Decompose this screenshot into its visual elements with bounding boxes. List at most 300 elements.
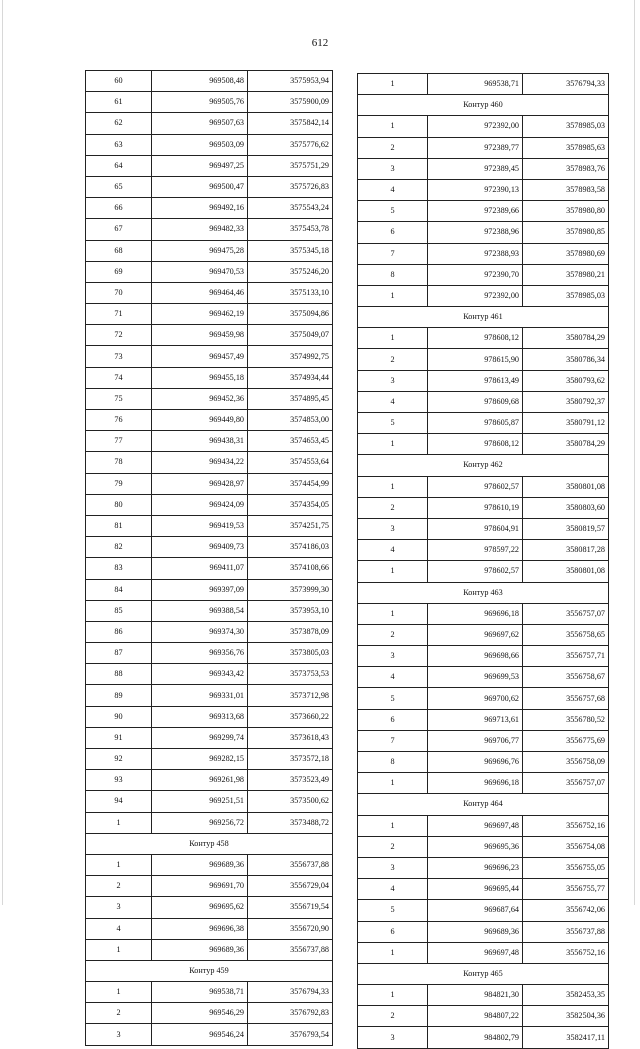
y-coordinate-cell: 3580791,12: [523, 413, 609, 434]
x-coordinate-cell: 969689,36: [152, 939, 248, 960]
x-coordinate-cell: 969457,49: [152, 346, 248, 367]
y-coordinate-cell: 3556757,71: [523, 646, 609, 667]
table-row: [86, 854, 333, 875]
y-coordinate-cell: 3580803,60: [523, 497, 609, 518]
coordinates-table-right: [357, 73, 609, 1049]
contour-title: Контур 462: [358, 455, 609, 476]
table-row: [358, 137, 609, 158]
point-number-cell: 76: [86, 410, 152, 431]
y-coordinate-cell: 3578980,69: [523, 243, 609, 264]
table-row: [86, 325, 333, 346]
point-number-cell: 73: [86, 346, 152, 367]
y-coordinate-cell: 3574895,45: [248, 388, 333, 409]
point-number-cell: 92: [86, 749, 152, 770]
x-coordinate-cell: 969700,62: [428, 688, 523, 709]
y-coordinate-cell: 3576794,33: [523, 74, 609, 95]
table-row: [86, 749, 333, 770]
point-number-cell: 60: [86, 71, 152, 92]
table-row: [86, 134, 333, 155]
y-coordinate-cell: 3580801,08: [523, 476, 609, 497]
table-row: [86, 537, 333, 558]
x-coordinate-cell: 972389,66: [428, 201, 523, 222]
y-coordinate-cell: 3578980,80: [523, 201, 609, 222]
y-coordinate-cell: 3582453,35: [523, 985, 609, 1006]
point-number-cell: 5: [358, 201, 428, 222]
y-coordinate-cell: 3582504,36: [523, 1006, 609, 1027]
y-coordinate-cell: 3573523,49: [248, 770, 333, 791]
point-number-cell: 1: [358, 561, 428, 582]
y-coordinate-cell: 3578983,58: [523, 179, 609, 200]
y-coordinate-cell: 3575049,07: [248, 325, 333, 346]
point-number-cell: 2: [358, 497, 428, 518]
y-coordinate-cell: 3575953,94: [248, 71, 333, 92]
y-coordinate-cell: 3573500,62: [248, 791, 333, 812]
contour-header-row: [86, 833, 333, 854]
x-coordinate-cell: 969696,38: [152, 918, 248, 939]
point-number-cell: 5: [358, 900, 428, 921]
point-number-cell: 94: [86, 791, 152, 812]
contour-title: Контур 461: [358, 307, 609, 328]
x-coordinate-cell: 969428,97: [152, 473, 248, 494]
y-coordinate-cell: 3556754,08: [523, 836, 609, 857]
contour-header-row: [358, 307, 609, 328]
table-row: [86, 240, 333, 261]
table-row: [358, 497, 609, 518]
point-number-cell: 4: [358, 391, 428, 412]
y-coordinate-cell: 3580792,37: [523, 391, 609, 412]
x-coordinate-cell: 972389,77: [428, 137, 523, 158]
x-coordinate-cell: 969261,98: [152, 770, 248, 791]
table-row: [86, 155, 333, 176]
table-row: [358, 74, 609, 95]
y-coordinate-cell: 3574108,66: [248, 558, 333, 579]
y-coordinate-cell: 3580817,28: [523, 540, 609, 561]
x-coordinate-cell: 984821,30: [428, 985, 523, 1006]
x-coordinate-cell: 969689,36: [428, 921, 523, 942]
contour-title: Контур 460: [358, 95, 609, 116]
y-coordinate-cell: 3574853,00: [248, 410, 333, 431]
y-coordinate-cell: 3556758,09: [523, 752, 609, 773]
table-row: [358, 413, 609, 434]
y-coordinate-cell: 3580784,29: [523, 434, 609, 455]
x-coordinate-cell: 969538,71: [152, 982, 248, 1003]
x-coordinate-cell: 978602,57: [428, 476, 523, 497]
y-coordinate-cell: 3575453,78: [248, 219, 333, 240]
table-row: [358, 688, 609, 709]
table-row: [86, 176, 333, 197]
x-coordinate-cell: 969546,24: [152, 1024, 248, 1045]
table-row: [86, 770, 333, 791]
contour-header-row: [358, 963, 609, 984]
point-number-cell: 1: [358, 985, 428, 1006]
scan-edge-left: [2, 0, 3, 905]
y-coordinate-cell: 3556737,88: [248, 939, 333, 960]
y-coordinate-cell: 3578985,03: [523, 116, 609, 137]
x-coordinate-cell: 972390,13: [428, 179, 523, 200]
page-number: 612: [311, 37, 329, 49]
point-number-cell: 1: [86, 812, 152, 833]
table-row: [86, 918, 333, 939]
x-coordinate-cell: 969374,30: [152, 621, 248, 642]
point-number-cell: 87: [86, 643, 152, 664]
y-coordinate-cell: 3578985,63: [523, 137, 609, 158]
y-coordinate-cell: 3574251,75: [248, 515, 333, 536]
y-coordinate-cell: 3580786,34: [523, 349, 609, 370]
x-coordinate-cell: 969691,70: [152, 876, 248, 897]
y-coordinate-cell: 3575094,86: [248, 304, 333, 325]
point-number-cell: 1: [358, 434, 428, 455]
x-coordinate-cell: 969508,48: [152, 71, 248, 92]
table-row: [358, 603, 609, 624]
point-number-cell: 83: [86, 558, 152, 579]
y-coordinate-cell: 3575543,24: [248, 198, 333, 219]
point-number-cell: 4: [358, 540, 428, 561]
y-coordinate-cell: 3573660,22: [248, 706, 333, 727]
y-coordinate-cell: 3574992,75: [248, 346, 333, 367]
x-coordinate-cell: 969475,28: [152, 240, 248, 261]
point-number-cell: 63: [86, 134, 152, 155]
point-number-cell: 7: [358, 243, 428, 264]
y-coordinate-cell: 3556775,69: [523, 730, 609, 751]
y-coordinate-cell: 3573878,09: [248, 621, 333, 642]
point-number-cell: 2: [358, 349, 428, 370]
x-coordinate-cell: 969689,36: [152, 854, 248, 875]
y-coordinate-cell: 3556755,77: [523, 879, 609, 900]
point-number-cell: 6: [358, 222, 428, 243]
x-coordinate-cell: 969696,18: [428, 773, 523, 794]
table-row: [358, 1006, 609, 1027]
y-coordinate-cell: 3556719,54: [248, 897, 333, 918]
x-coordinate-cell: 969282,15: [152, 749, 248, 770]
point-number-cell: 3: [86, 897, 152, 918]
x-coordinate-cell: 978597,22: [428, 540, 523, 561]
contour-title: Контур 458: [86, 833, 333, 854]
x-coordinate-cell: 978608,12: [428, 328, 523, 349]
point-number-cell: 3: [86, 1024, 152, 1045]
table-row: [86, 410, 333, 431]
x-coordinate-cell: 978609,68: [428, 391, 523, 412]
x-coordinate-cell: 969706,77: [428, 730, 523, 751]
x-coordinate-cell: 978604,91: [428, 518, 523, 539]
y-coordinate-cell: 3574934,44: [248, 367, 333, 388]
x-coordinate-cell: 969455,18: [152, 367, 248, 388]
table-row: [86, 558, 333, 579]
table-row: [86, 1003, 333, 1024]
table-row: [358, 370, 609, 391]
x-coordinate-cell: 969696,18: [428, 603, 523, 624]
y-coordinate-cell: 3573753,53: [248, 664, 333, 685]
table-row: [86, 494, 333, 515]
table-row: [358, 201, 609, 222]
table-row: [358, 285, 609, 306]
x-coordinate-cell: 969546,29: [152, 1003, 248, 1024]
y-coordinate-cell: 3556757,07: [523, 603, 609, 624]
x-coordinate-cell: 969419,53: [152, 515, 248, 536]
point-number-cell: 81: [86, 515, 152, 536]
x-coordinate-cell: 969434,22: [152, 452, 248, 473]
y-coordinate-cell: 3580801,08: [523, 561, 609, 582]
table-row: [86, 515, 333, 536]
point-number-cell: 8: [358, 752, 428, 773]
table-row: [86, 92, 333, 113]
table-row: [358, 179, 609, 200]
point-number-cell: 70: [86, 282, 152, 303]
x-coordinate-cell: 969696,76: [428, 752, 523, 773]
x-coordinate-cell: 969538,71: [428, 74, 523, 95]
table-row: [358, 942, 609, 963]
table-row: [358, 879, 609, 900]
table-row: [86, 388, 333, 409]
y-coordinate-cell: 3576794,33: [248, 982, 333, 1003]
x-coordinate-cell: 969698,66: [428, 646, 523, 667]
table-row: [86, 219, 333, 240]
point-number-cell: 4: [358, 179, 428, 200]
x-coordinate-cell: 969697,48: [428, 815, 523, 836]
table-row: [86, 791, 333, 812]
table-row: [86, 346, 333, 367]
point-number-cell: 1: [358, 773, 428, 794]
table-row: [86, 282, 333, 303]
x-coordinate-cell: 969411,07: [152, 558, 248, 579]
table-row: [86, 1024, 333, 1045]
table-row: [358, 985, 609, 1006]
table-row: [86, 812, 333, 833]
contour-title: Контур 463: [358, 582, 609, 603]
point-number-cell: 3: [358, 857, 428, 878]
point-number-cell: 3: [358, 646, 428, 667]
table-row: [358, 243, 609, 264]
x-coordinate-cell: 972390,70: [428, 264, 523, 285]
x-coordinate-cell: 969470,53: [152, 261, 248, 282]
point-number-cell: 90: [86, 706, 152, 727]
x-coordinate-cell: 969500,47: [152, 176, 248, 197]
point-number-cell: 2: [86, 1003, 152, 1024]
y-coordinate-cell: 3578980,85: [523, 222, 609, 243]
point-number-cell: 2: [358, 1006, 428, 1027]
point-number-cell: 1: [358, 942, 428, 963]
point-number-cell: 89: [86, 685, 152, 706]
point-number-cell: 1: [358, 815, 428, 836]
point-number-cell: 3: [358, 1027, 428, 1048]
point-number-cell: 77: [86, 431, 152, 452]
table-row: [358, 540, 609, 561]
x-coordinate-cell: 969331,01: [152, 685, 248, 706]
point-number-cell: 1: [358, 603, 428, 624]
point-number-cell: 2: [358, 624, 428, 645]
x-coordinate-cell: 972389,45: [428, 158, 523, 179]
x-coordinate-cell: 969713,61: [428, 709, 523, 730]
point-number-cell: 5: [358, 413, 428, 434]
table-row: [358, 328, 609, 349]
table-row: [86, 982, 333, 1003]
x-coordinate-cell: 969409,73: [152, 537, 248, 558]
y-coordinate-cell: 3573805,03: [248, 643, 333, 664]
x-coordinate-cell: 969356,76: [152, 643, 248, 664]
y-coordinate-cell: 3573618,43: [248, 727, 333, 748]
point-number-cell: 6: [358, 709, 428, 730]
y-coordinate-cell: 3556752,16: [523, 815, 609, 836]
x-coordinate-cell: 984807,22: [428, 1006, 523, 1027]
point-number-cell: 64: [86, 155, 152, 176]
table-row: [358, 667, 609, 688]
point-number-cell: 80: [86, 494, 152, 515]
y-coordinate-cell: 3556780,52: [523, 709, 609, 730]
x-coordinate-cell: 978615,90: [428, 349, 523, 370]
contour-title: Контур 464: [358, 794, 609, 815]
x-coordinate-cell: 969251,51: [152, 791, 248, 812]
table-row: [358, 1027, 609, 1048]
point-number-cell: 5: [358, 688, 428, 709]
point-number-cell: 1: [358, 328, 428, 349]
point-number-cell: 3: [358, 370, 428, 391]
x-coordinate-cell: 969695,62: [152, 897, 248, 918]
y-coordinate-cell: 3580819,57: [523, 518, 609, 539]
point-number-cell: 1: [358, 116, 428, 137]
coordinates-table-left: [85, 70, 333, 1046]
x-coordinate-cell: 969687,64: [428, 900, 523, 921]
point-number-cell: 1: [358, 476, 428, 497]
x-coordinate-cell: 978610,19: [428, 497, 523, 518]
table-row: [358, 476, 609, 497]
y-coordinate-cell: 3578980,21: [523, 264, 609, 285]
table-row: [358, 836, 609, 857]
y-coordinate-cell: 3573999,30: [248, 579, 333, 600]
x-coordinate-cell: 969452,36: [152, 388, 248, 409]
x-coordinate-cell: 969699,53: [428, 667, 523, 688]
x-coordinate-cell: 978608,12: [428, 434, 523, 455]
table-row: [86, 876, 333, 897]
y-coordinate-cell: 3573488,72: [248, 812, 333, 833]
table-row: [358, 730, 609, 751]
table-row: [358, 773, 609, 794]
y-coordinate-cell: 3573953,10: [248, 600, 333, 621]
y-coordinate-cell: 3556752,16: [523, 942, 609, 963]
y-coordinate-cell: 3575900,09: [248, 92, 333, 113]
point-number-cell: 61: [86, 92, 152, 113]
point-number-cell: 2: [86, 876, 152, 897]
contour-header-row: [358, 95, 609, 116]
point-number-cell: 79: [86, 473, 152, 494]
x-coordinate-cell: 969449,80: [152, 410, 248, 431]
x-coordinate-cell: 969343,42: [152, 664, 248, 685]
x-coordinate-cell: 969424,09: [152, 494, 248, 515]
y-coordinate-cell: 3573572,18: [248, 749, 333, 770]
table-row: [358, 264, 609, 285]
table-row: [86, 198, 333, 219]
x-coordinate-cell: 978602,57: [428, 561, 523, 582]
y-coordinate-cell: 3574454,99: [248, 473, 333, 494]
x-coordinate-cell: 984802,79: [428, 1027, 523, 1048]
y-coordinate-cell: 3573712,98: [248, 685, 333, 706]
point-number-cell: 4: [86, 918, 152, 939]
x-coordinate-cell: 969464,46: [152, 282, 248, 303]
table-row: [86, 685, 333, 706]
point-number-cell: 72: [86, 325, 152, 346]
contour-header-row: [358, 582, 609, 603]
y-coordinate-cell: 3580784,29: [523, 328, 609, 349]
table-row: [86, 939, 333, 960]
x-coordinate-cell: 969462,19: [152, 304, 248, 325]
x-coordinate-cell: 969497,25: [152, 155, 248, 176]
x-coordinate-cell: 969388,54: [152, 600, 248, 621]
point-number-cell: 8: [358, 264, 428, 285]
x-coordinate-cell: 969459,98: [152, 325, 248, 346]
point-number-cell: 84: [86, 579, 152, 600]
x-coordinate-cell: 972388,96: [428, 222, 523, 243]
y-coordinate-cell: 3575246,20: [248, 261, 333, 282]
table-row: [86, 431, 333, 452]
y-coordinate-cell: 3575842,14: [248, 113, 333, 134]
y-coordinate-cell: 3556742,06: [523, 900, 609, 921]
point-number-cell: 82: [86, 537, 152, 558]
table-row: [86, 367, 333, 388]
point-number-cell: 1: [86, 982, 152, 1003]
point-number-cell: 4: [358, 879, 428, 900]
table-row: [86, 706, 333, 727]
point-number-cell: 2: [358, 836, 428, 857]
point-number-cell: 1: [358, 285, 428, 306]
point-number-cell: 71: [86, 304, 152, 325]
point-number-cell: 66: [86, 198, 152, 219]
y-coordinate-cell: 3576792,83: [248, 1003, 333, 1024]
point-number-cell: 1: [358, 74, 428, 95]
point-number-cell: 62: [86, 113, 152, 134]
y-coordinate-cell: 3556757,68: [523, 688, 609, 709]
table-row: [358, 561, 609, 582]
table-row: [86, 727, 333, 748]
x-coordinate-cell: 969503,09: [152, 134, 248, 155]
x-coordinate-cell: 969482,33: [152, 219, 248, 240]
table-row: [86, 473, 333, 494]
y-coordinate-cell: 3556737,88: [248, 854, 333, 875]
x-coordinate-cell: 969697,62: [428, 624, 523, 645]
x-coordinate-cell: 969697,48: [428, 942, 523, 963]
table-row: [358, 709, 609, 730]
point-number-cell: 93: [86, 770, 152, 791]
table-row: [86, 261, 333, 282]
x-coordinate-cell: 978613,49: [428, 370, 523, 391]
x-coordinate-cell: 969695,36: [428, 836, 523, 857]
table-row: [358, 646, 609, 667]
table-row: [358, 815, 609, 836]
table-row: [358, 921, 609, 942]
table-row: [86, 643, 333, 664]
point-number-cell: 74: [86, 367, 152, 388]
y-coordinate-cell: 3575133,10: [248, 282, 333, 303]
y-coordinate-cell: 3556737,88: [523, 921, 609, 942]
table-row: [358, 434, 609, 455]
point-number-cell: 4: [358, 667, 428, 688]
scan-edge-right: [634, 0, 635, 905]
point-number-cell: 3: [358, 518, 428, 539]
table-row: [86, 664, 333, 685]
y-coordinate-cell: 3574653,45: [248, 431, 333, 452]
x-coordinate-cell: 969313,68: [152, 706, 248, 727]
point-number-cell: 67: [86, 219, 152, 240]
table-row: [86, 621, 333, 642]
x-coordinate-cell: 969299,74: [152, 727, 248, 748]
y-coordinate-cell: 3576793,54: [248, 1024, 333, 1045]
y-coordinate-cell: 3556757,07: [523, 773, 609, 794]
x-coordinate-cell: 972388,93: [428, 243, 523, 264]
table-row: [358, 752, 609, 773]
table-row: [358, 116, 609, 137]
x-coordinate-cell: 969695,44: [428, 879, 523, 900]
y-coordinate-cell: 3556758,65: [523, 624, 609, 645]
x-coordinate-cell: 969438,31: [152, 431, 248, 452]
table-row: [358, 900, 609, 921]
x-coordinate-cell: 969256,72: [152, 812, 248, 833]
